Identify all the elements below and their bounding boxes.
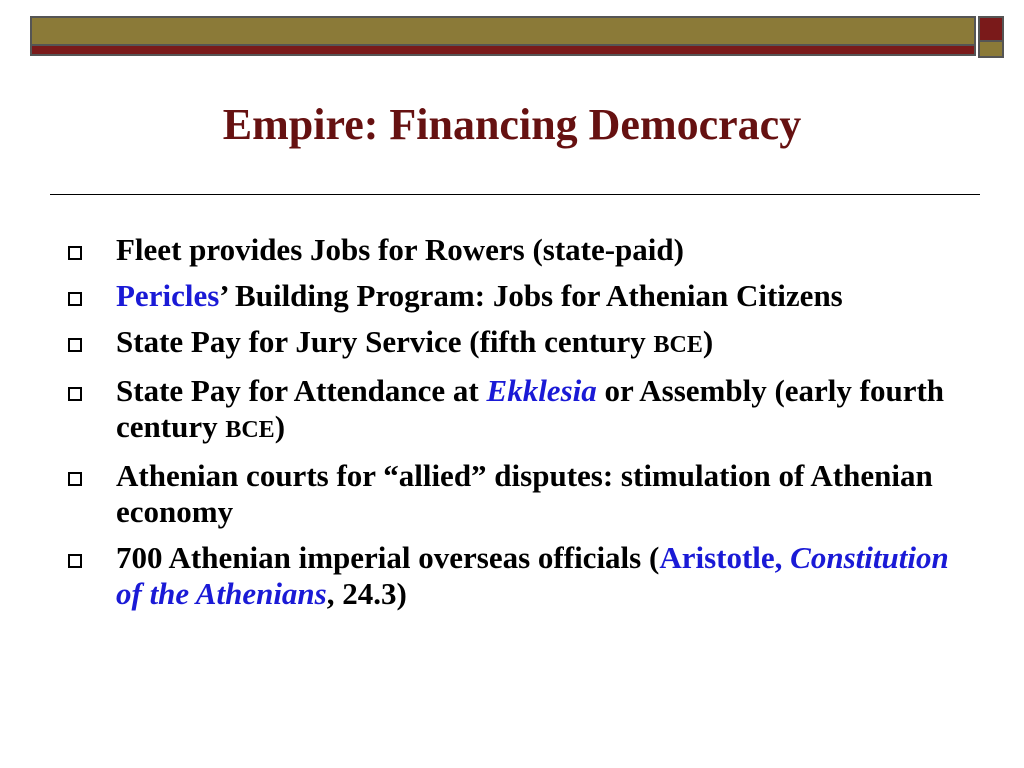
- hollow-square-bullet-icon: [68, 554, 82, 568]
- corner-decoration-olive: [978, 40, 1004, 58]
- ekklesia-link[interactable]: Ekklesia: [486, 373, 597, 408]
- bullet-text: Fleet provides Jobs for Rowers (state-paid): [116, 232, 684, 267]
- bullet-text-end: ): [702, 324, 714, 359]
- bullet-list: [60, 232, 980, 622]
- bullet-item-fleet: [60, 232, 980, 268]
- hollow-square-bullet-icon: [68, 292, 82, 306]
- bullet-item-jury-pay: [60, 324, 980, 363]
- hollow-square-bullet-icon: [68, 338, 82, 352]
- bullet-text: State Pay for Jury Service (fifth century: [116, 324, 654, 359]
- era-label: BCE: [225, 417, 275, 443]
- bullet-item-officials: [60, 540, 980, 612]
- bullet-text-end: , 24.3): [326, 576, 407, 611]
- header-decoration-bar: [30, 16, 976, 56]
- bullet-text: ’ Building Program: Jobs for Athenian Citizens: [219, 278, 843, 313]
- corner-decoration-red: [978, 16, 1004, 42]
- hollow-square-bullet-icon: [68, 472, 82, 486]
- bullet-item-pericles: [60, 278, 980, 314]
- constitution-link[interactable]: Constitution of the Athenians: [116, 540, 949, 611]
- title-divider: [50, 194, 980, 195]
- corner-decoration: [978, 16, 1004, 58]
- bullet-item-courts: [60, 458, 980, 530]
- pericles-link[interactable]: Pericles: [116, 278, 220, 313]
- hollow-square-bullet-icon: [68, 387, 82, 401]
- header-decoration-stripe: [32, 44, 974, 54]
- slide-title: Empire: Financing Democracy: [222, 100, 802, 149]
- bullet-text: State Pay for Attendance at: [116, 373, 487, 408]
- bullet-item-ekklesia-pay: [60, 373, 980, 448]
- aristotle-link[interactable]: Aristotle,: [659, 540, 791, 575]
- era-label: BCE: [653, 332, 703, 358]
- hollow-square-bullet-icon: [68, 246, 82, 260]
- bullet-text: Athenian courts for “allied” disputes: stimulation of Athenian economy: [116, 458, 933, 529]
- bullet-text-end: ): [274, 409, 286, 444]
- bullet-text: 700 Athenian imperial overseas officials (: [116, 540, 660, 575]
- bullet-text-middle: or Assembly (early fourth century: [116, 373, 945, 444]
